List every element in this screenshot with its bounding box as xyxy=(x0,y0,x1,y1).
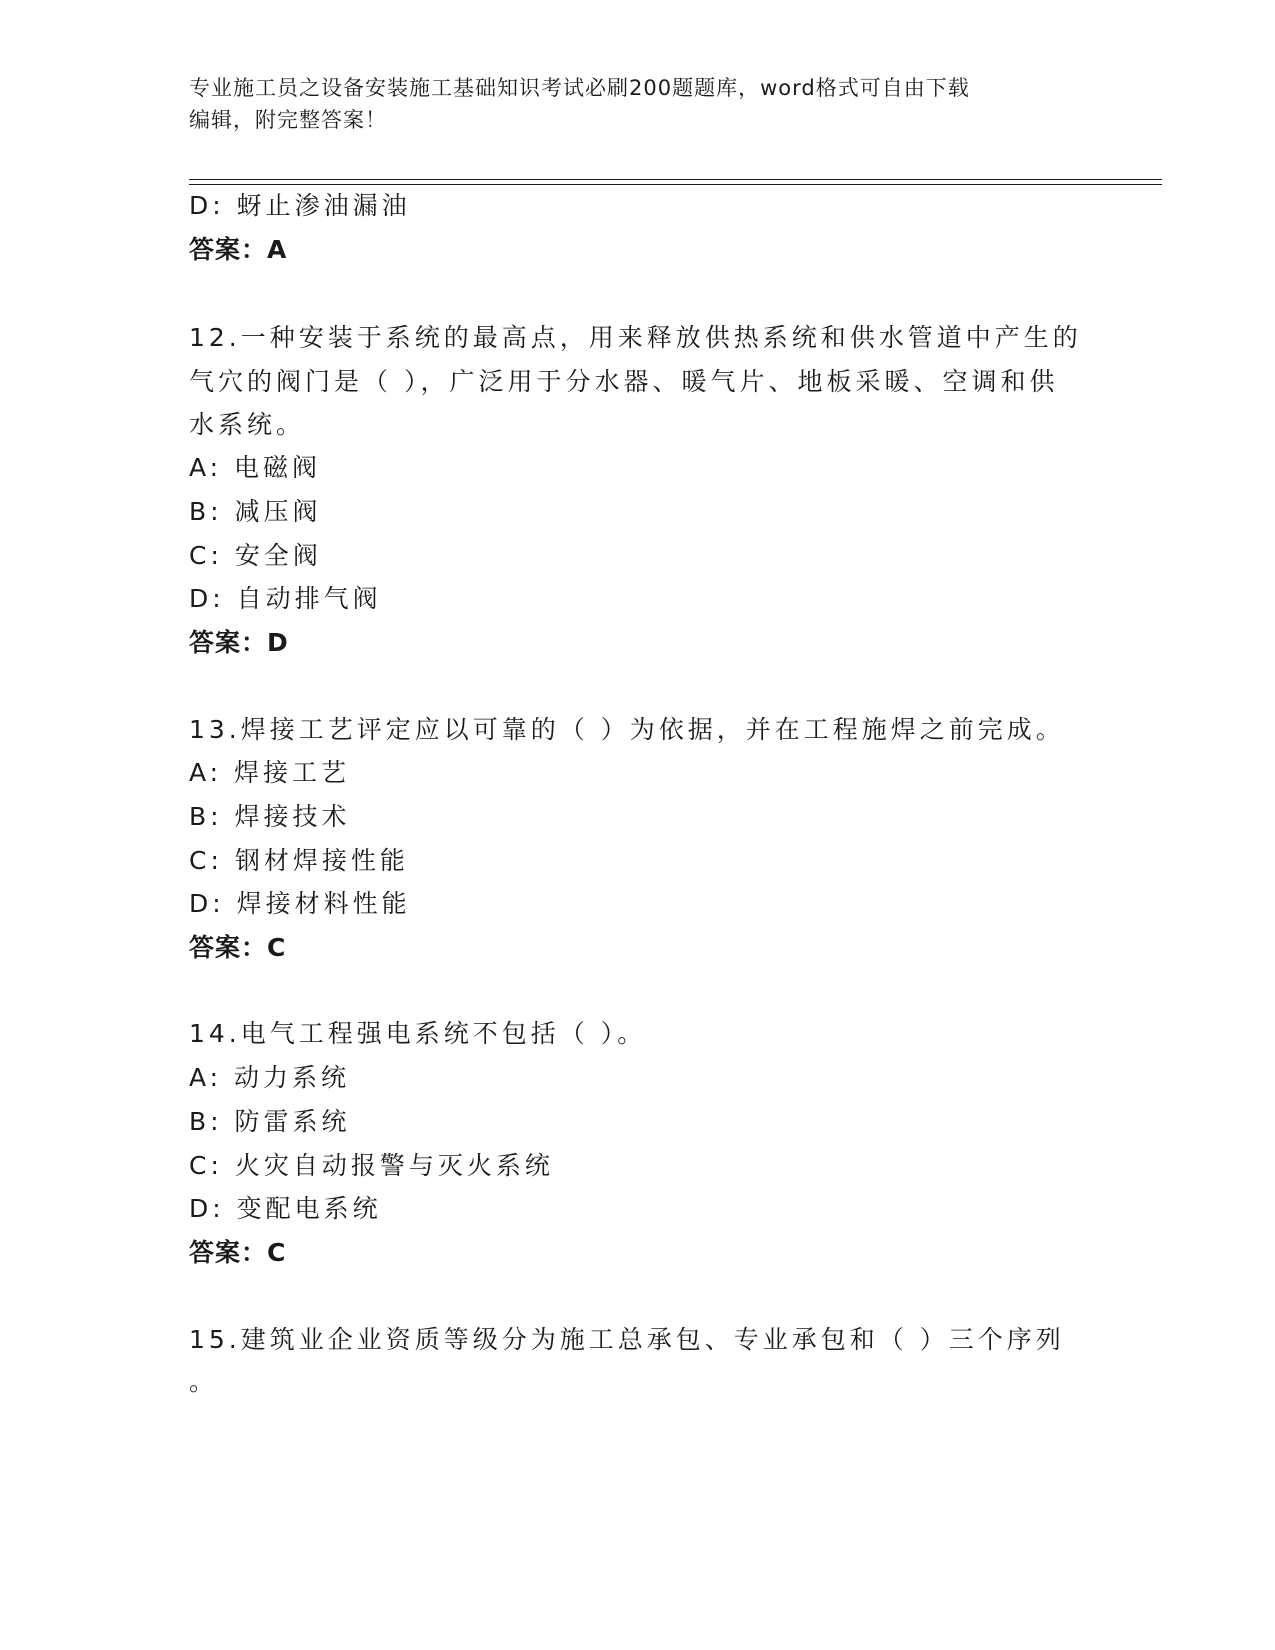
page-header xyxy=(189,72,1069,136)
q11-answer: 答案：A xyxy=(189,235,288,264)
q14-option-c: C: 火灾自动报警与灭火系统 xyxy=(189,1151,554,1180)
q12-option-c: C: 安全阀 xyxy=(189,541,322,570)
q12-answer: 答案：D xyxy=(189,628,289,657)
q12-option-d: D: 自动排气阀 xyxy=(189,584,382,613)
q12-option-b: B: 减压阀 xyxy=(189,497,322,526)
header-line-1: 专业施工员之设备安装施工基础知识考试必刷200题题库，word格式可自由下载 xyxy=(189,76,970,100)
q13-option-d: D: 焊接材料性能 xyxy=(189,889,411,918)
q14-answer: 答案：C xyxy=(189,1238,287,1267)
q14-option-d: D: 变配电系统 xyxy=(189,1194,382,1223)
header-divider-bottom xyxy=(189,184,1162,185)
q12-stem-line-3: 水系统。 xyxy=(189,410,306,439)
q14-option-a: A: 动力系统 xyxy=(189,1063,351,1092)
q12-stem-line-1: 12.一种安装于系统的最高点，用来释放供热系统和供水管道中产生的 xyxy=(189,323,1082,352)
q13-option-b: B: 焊接技术 xyxy=(189,802,351,831)
q12-option-a: A: 电磁阀 xyxy=(189,453,322,482)
q11-option-d: D: 蚜止渗油漏油 xyxy=(189,191,411,220)
q15-stem-line-2: 。 xyxy=(189,1367,219,1396)
header-line-2: 编辑，附完整答案！ xyxy=(189,108,387,132)
q14-option-b: B: 防雷系统 xyxy=(189,1107,351,1136)
q12-stem-line-2: 气穴的阀门是（ ），广泛用于分水器、暖气片、地板采暖、空调和供 xyxy=(189,367,1059,396)
q14-stem-line-1: 14.电气工程强电系统不包括（ ）。 xyxy=(189,1019,647,1048)
q13-option-a: A: 焊接工艺 xyxy=(189,758,351,787)
q13-answer: 答案：C xyxy=(189,933,287,962)
q13-option-c: C: 钢材焊接性能 xyxy=(189,846,409,875)
q15-stem-line-1: 15.建筑业企业资质等级分为施工总承包、专业承包和（ ）三个序列 xyxy=(189,1325,1065,1354)
q13-stem-line-1: 13.焊接工艺评定应以可靠的（ ）为依据，并在工程施焊之前完成。 xyxy=(189,715,1065,744)
header-divider-top xyxy=(189,179,1162,180)
